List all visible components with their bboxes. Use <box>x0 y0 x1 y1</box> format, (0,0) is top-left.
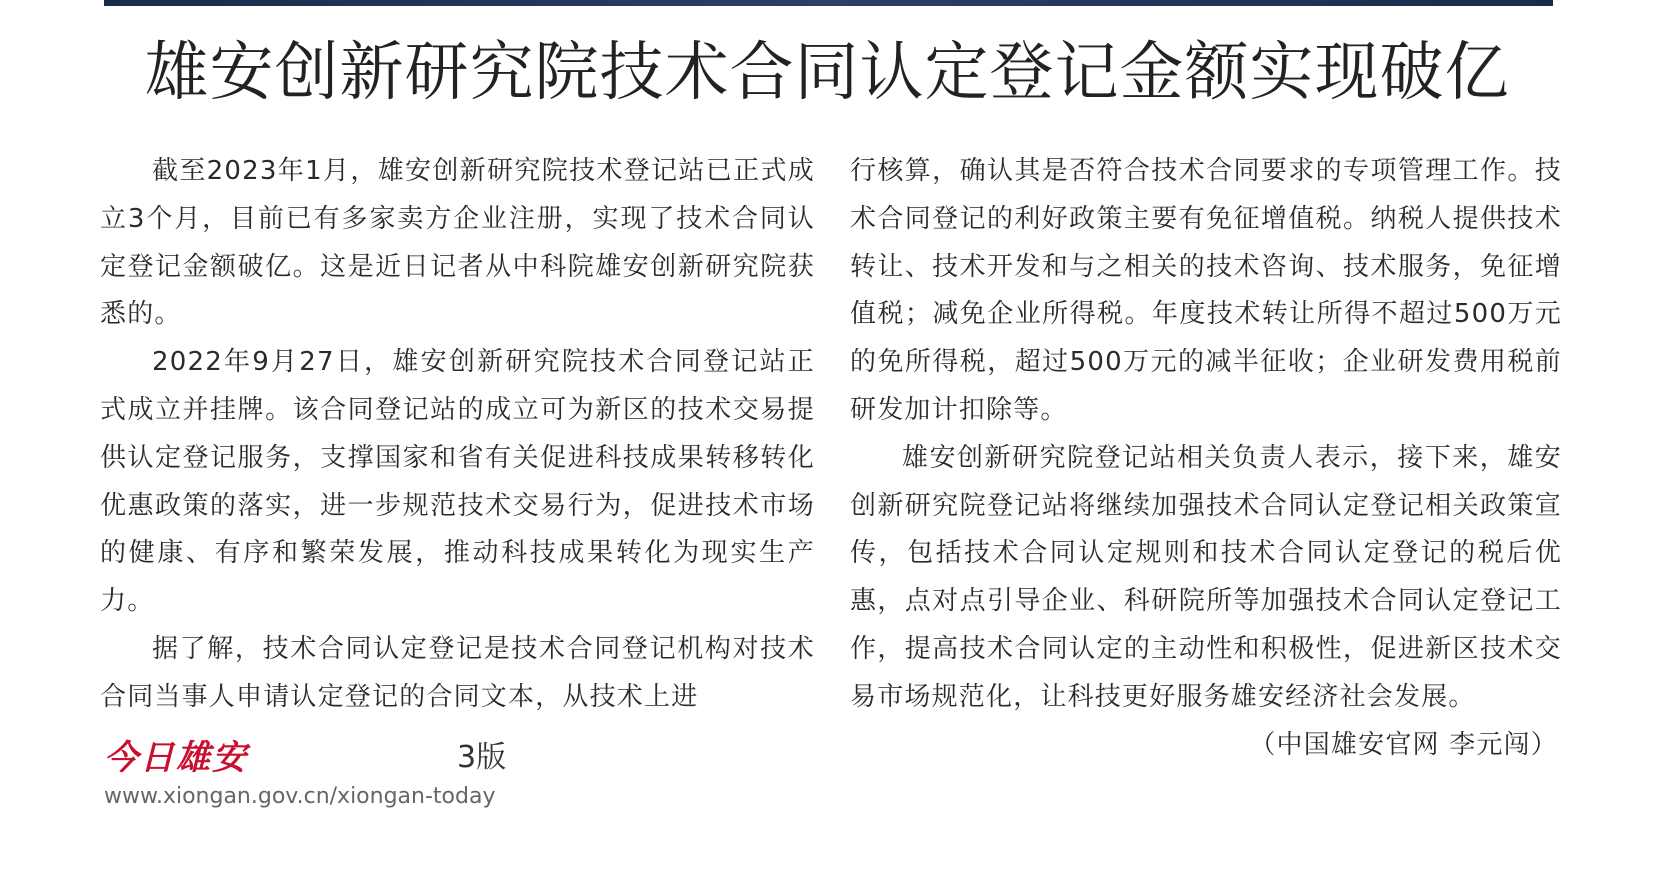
top-decorative-bar <box>104 0 1553 6</box>
paragraph-2: 2022年9月27日，雄安创新研究院技术合同登记站正式成立并挂牌。该合同登记站的成立可为新区的技术交易提供认定登记服务，支撑国家和省有关促进科技成果转移转化优惠政策的落实，进一步规范技术交易行为，促进技术市场的健康、有序和繁荣发展，推动科技成果转化为现实生产力。 <box>100 347 815 617</box>
paragraph-3: 据了解，技术合同认定登记是技术合同登记机构对技术合同当事人申请认定登记的合同文本，从技术上进 <box>100 633 815 712</box>
publication-logo: 今日雄安 <box>104 738 248 778</box>
page-number: 3版 <box>457 740 507 775</box>
paragraph-1: 截至2023年1月，雄安创新研究院技术登记站已正式成立3个月，目前已有多家卖方企业注册，实现了技术合同认定登记金额破亿。这是近日记者从中科院雄安创新研究院获悉的。 <box>100 156 815 330</box>
credit-line <box>850 722 1562 770</box>
left-column <box>100 148 815 722</box>
right-column <box>850 148 1562 769</box>
publication-url: www.xiongan.gov.cn/xiongan-today <box>104 784 496 809</box>
article-credit: （中国雄安官网 李元闯） <box>1249 729 1558 760</box>
article-title: 雄安创新研究院技术合同认定登记金额实现破亿 <box>144 36 1510 110</box>
paragraph-3-continued: 行核算，确认其是否符合技术合同要求的专项管理工作。技术合同登记的利好政策主要有免征增值税。纳税人提供技术转让、技术开发和与之相关的技术咨询、技术服务，免征增值税；减免企业所得税。年度技术转让所得不超过500万元的免所得税，超过500万元的减半征收；企业研发费用税前研发加计扣除等。 <box>850 156 1562 425</box>
paragraph-4: 雄安创新研究院登记站相关负责人表示，接下来，雄安创新研究院登记站将继续加强技术合同认定登记相关政策宣传，包括技术合同认定规则和技术合同认定登记的税后优惠，点对点引导企业、科研院所等加强技术合同认定登记工作，提高技术合同认定的主动性和积极性，促进新区技术交易市场规范化，让科技更好服务雄安经济社会发展。 <box>850 442 1562 712</box>
